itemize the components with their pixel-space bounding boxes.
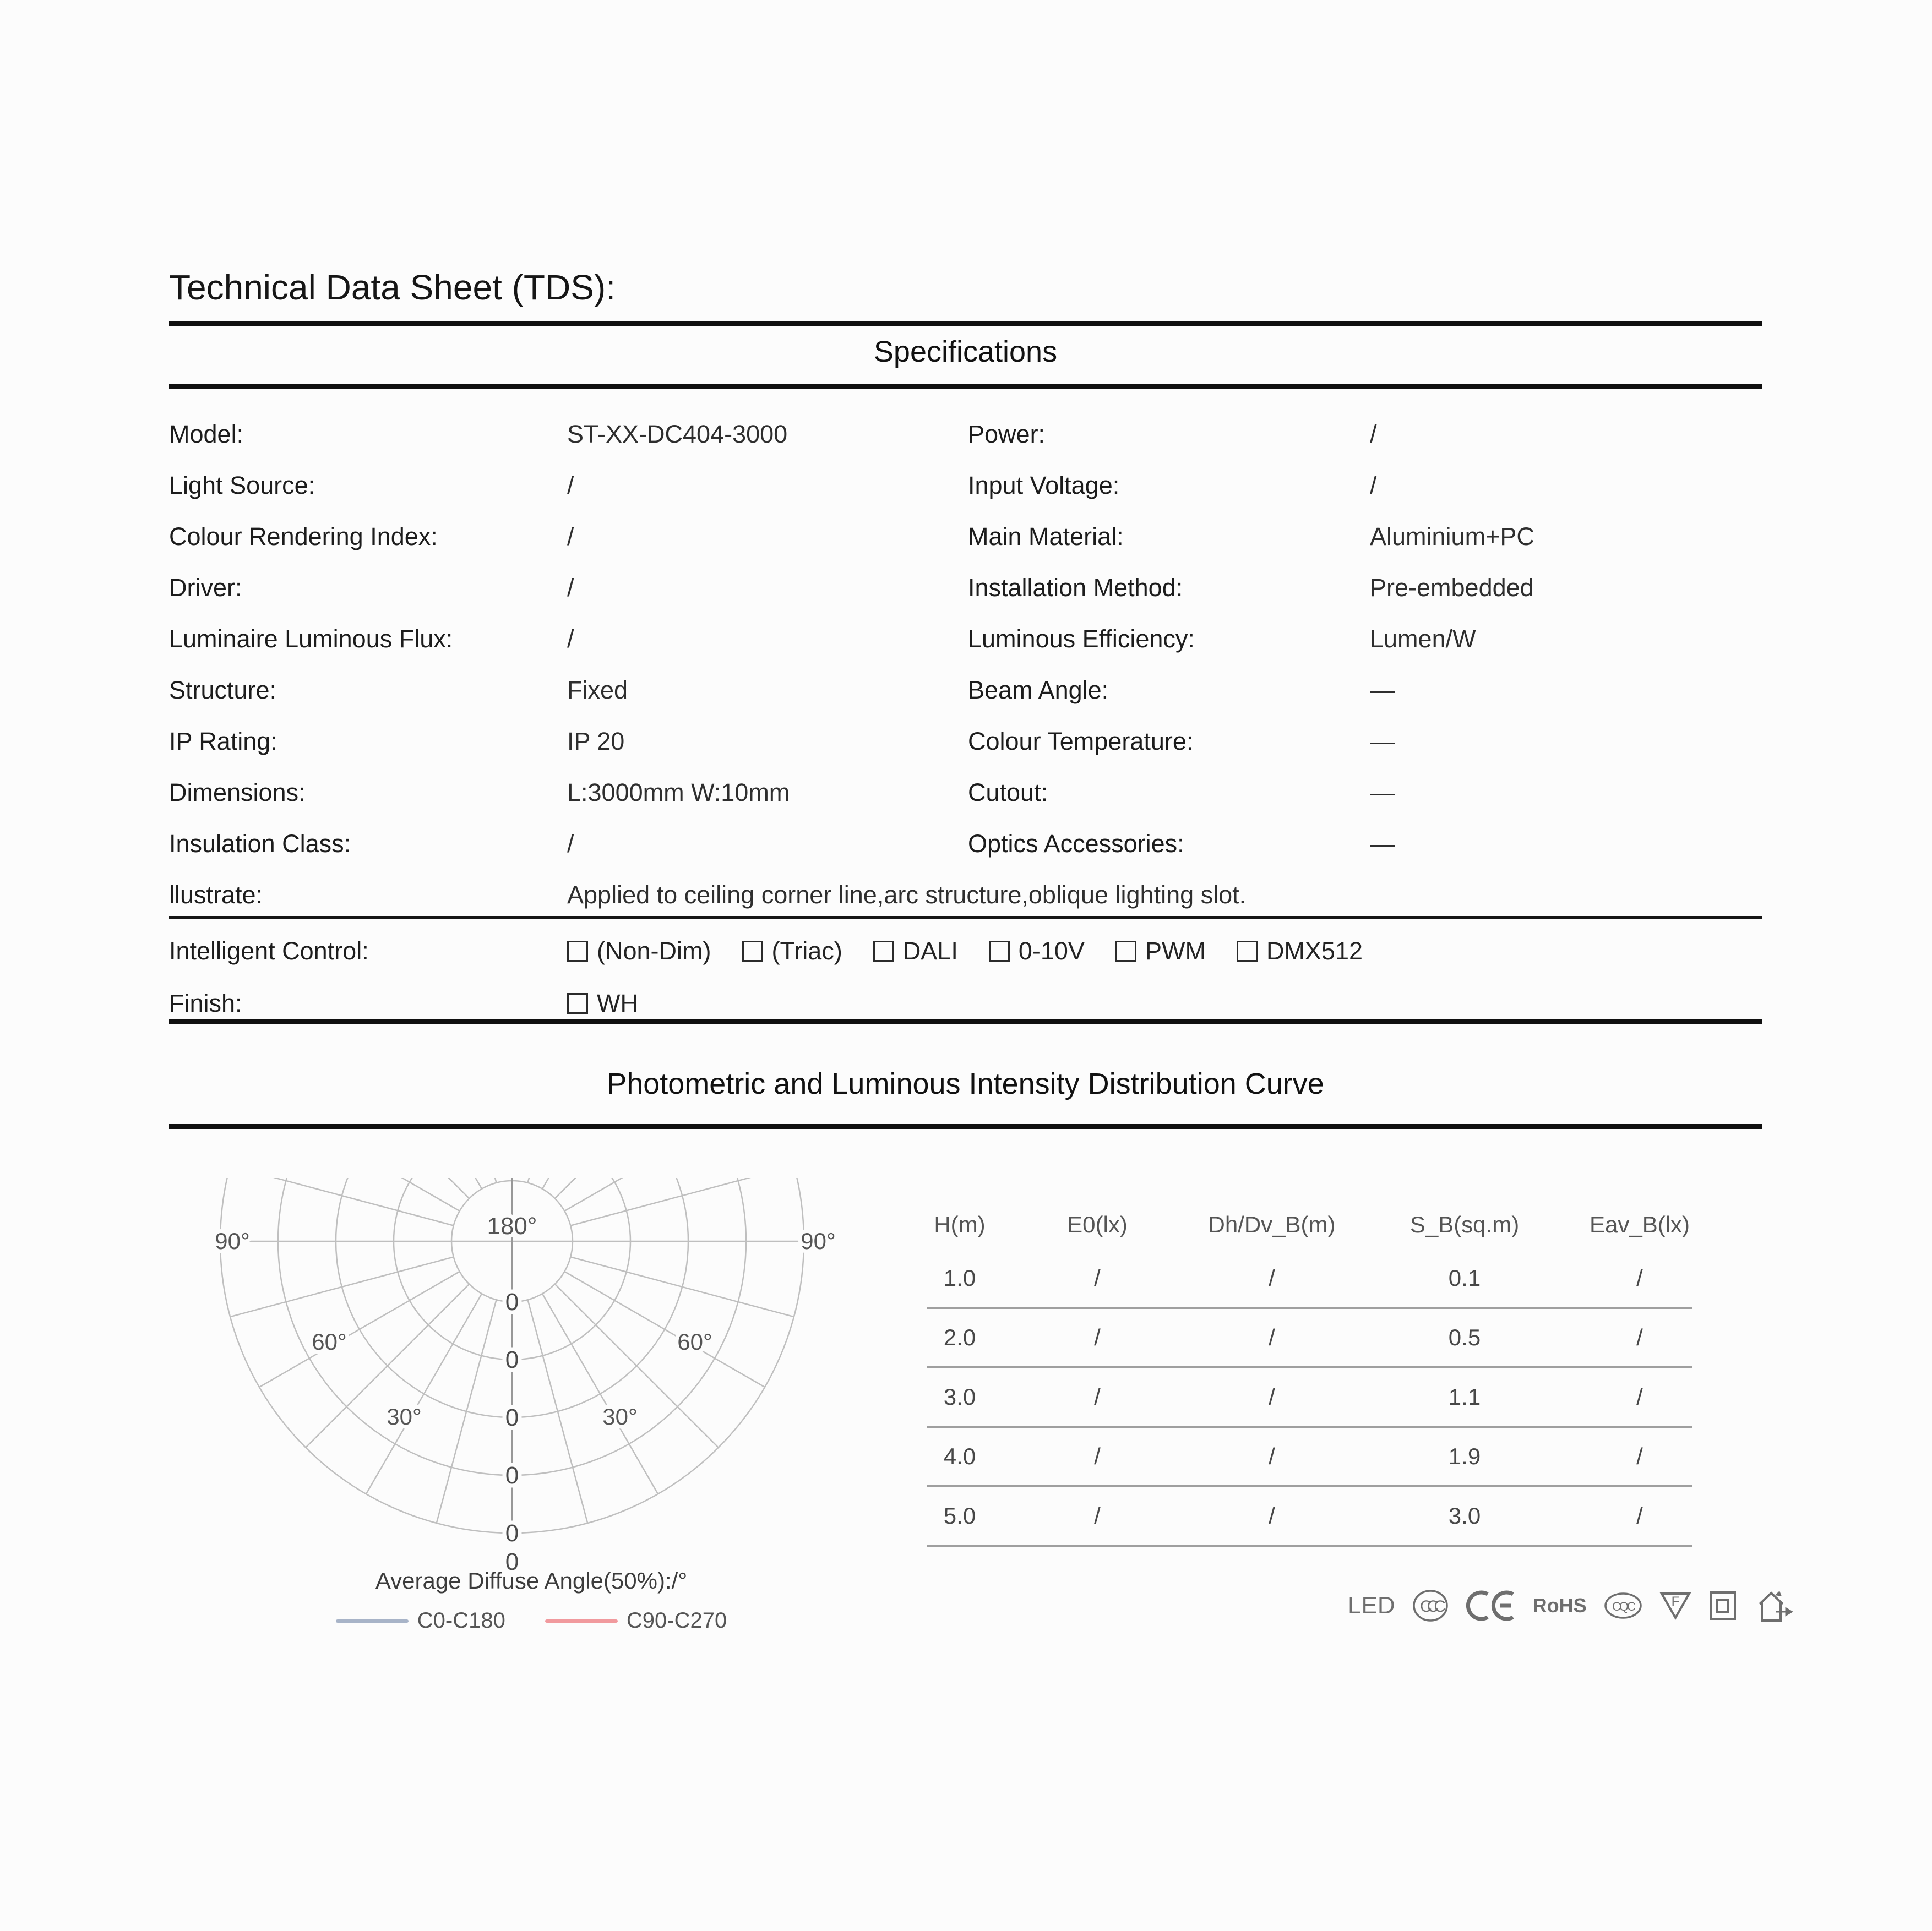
cell: 0.1 [1448,1265,1481,1291]
option-non-dim [567,937,711,966]
specifications-table [169,408,1762,920]
option-label: 0-10V [1018,936,1085,965]
spec-value: / [567,522,574,550]
option-label: (Triac) [771,936,842,965]
rohs-label: RoHS [1532,1594,1587,1617]
spec-label: Colour Rendering Index: [169,522,438,550]
cell: / [1269,1324,1275,1350]
angle-label-90-right: 90° [801,1228,836,1254]
option-label: PWM [1145,936,1206,965]
ce-icon [1466,1590,1516,1622]
ring-value-2: 0 [505,1346,519,1373]
chart-caption: Average Diffuse Angle(50%):/° [375,1568,688,1594]
spec-value: / [567,573,574,602]
spec-label: IP Rating: [169,727,277,755]
spec-value: / [567,829,574,858]
option-label: DALI [902,936,958,965]
table-row [927,1250,1692,1309]
checkbox-pwm[interactable] [1115,941,1136,962]
divider-top [169,321,1762,326]
spec-label: Colour Temperature: [968,727,1194,755]
cell: / [1636,1443,1643,1469]
spec-value: Aluminium+PC [1370,522,1534,550]
spec-value: / [567,624,574,653]
legend-line-c0-c180 [336,1619,409,1623]
option-label: DMX512 [1266,936,1363,965]
col-header-dhdv: Dh/Dv_B(m) [1208,1212,1336,1237]
spec-label: Dimensions: [169,778,306,806]
svg-text:CCC: CCC [1419,1597,1441,1616]
checkbox-dmx512[interactable] [1237,941,1258,962]
spec-value: IP 20 [567,727,625,755]
angle-label-60-left: 60° [312,1329,347,1355]
chart-legend [187,1608,875,1633]
cell: / [1636,1265,1643,1291]
cell: / [1094,1384,1101,1410]
class-ii-insulation-icon [1708,1589,1738,1622]
spec-label: Model: [169,419,244,448]
spec-value: L:3000mm W:10mm [567,778,790,806]
col-header-e0: E0(lx) [1067,1212,1128,1237]
ring-value-1: 0 [505,1289,519,1316]
cell: / [1636,1384,1643,1410]
cell: 5.0 [943,1503,976,1529]
spec-label: Main Material: [968,522,1124,550]
ring-value-5: 0 [505,1520,519,1547]
legend-line-c90-c270 [545,1619,618,1623]
cell: / [1094,1443,1101,1469]
cell: 1.9 [1448,1443,1481,1469]
spec-label: Input Voltage: [968,471,1120,499]
legend-label-c0-c180: C0-C180 [417,1608,505,1633]
angle-label-180: 180° [487,1213,537,1240]
ccc-icon [1412,1589,1449,1623]
photometric-table [927,1200,1692,1547]
spec-label: Luminous Efficiency: [968,624,1195,653]
divider-control [169,916,1762,919]
cell: 3.0 [943,1384,976,1410]
cell: / [1094,1265,1101,1291]
spec-label: llustrate: [169,880,263,909]
spec-label: Luminaire Luminous Flux: [169,624,453,653]
indoor-use-house-icon [1754,1588,1795,1624]
divider-photometric [169,1124,1762,1129]
ring-value-4: 0 [505,1462,519,1489]
cell: 1.0 [943,1265,976,1291]
led-label: LED [1348,1592,1395,1619]
option-wh [567,989,638,1018]
checkbox-dali[interactable] [873,941,894,962]
page-title: Technical Data Sheet (TDS): [169,268,616,307]
angle-label-30-left: 30° [387,1404,422,1430]
spec-label: Insulation Class: [169,829,351,858]
cell: 3.0 [1448,1503,1481,1529]
cell: 1.1 [1448,1384,1481,1410]
spec-value: — [1370,778,1395,806]
cell: / [1269,1443,1275,1469]
spec-value: ST-XX-DC404-3000 [567,419,788,448]
table-row [927,1428,1692,1487]
spec-value: — [1370,727,1395,755]
angle-label-60-right: 60° [677,1329,712,1355]
spec-value: / [1370,419,1377,448]
checkbox-non-dim[interactable] [567,941,588,962]
photometric-table-header [927,1200,1692,1250]
checkbox-triac[interactable] [742,941,763,962]
col-header-h: H(m) [934,1212,986,1237]
cell: / [1269,1265,1275,1291]
finish-label: Finish: [169,989,242,1017]
intelligent-control-options [567,925,1762,977]
option-label: WH [597,989,638,1017]
spec-value: Applied to ceiling corner line,arc structure,oblique lighting slot. [567,880,1247,909]
spec-value: — [1370,675,1395,704]
f-mark-triangle-icon [1659,1590,1691,1621]
angle-label-0: 0 [505,1548,519,1575]
cell: 4.0 [943,1443,976,1469]
spec-label: Optics Accessories: [968,829,1184,858]
spec-label: Installation Method: [968,573,1183,602]
cell: / [1269,1384,1275,1410]
legend-label-c90-c270: C90-C270 [626,1608,727,1633]
spec-label: Structure: [169,675,277,704]
spec-value: / [1370,471,1377,499]
control-rows [169,925,1762,1029]
table-row [927,1487,1692,1547]
angle-label-90-left: 90° [215,1228,250,1254]
specifications-heading: Specifications [873,335,1058,368]
option-triac [742,937,842,966]
ring-value-3: 0 [505,1404,519,1431]
spec-label: Cutout: [968,778,1048,806]
photometric-polar-chart [187,1178,848,1596]
intelligent-control-label: Intelligent Control: [169,936,369,965]
svg-text:CQC: CQC [1612,1600,1634,1613]
cell: 2.0 [943,1324,976,1350]
spec-label: Power: [968,419,1046,448]
option-pwm [1115,937,1206,966]
checkbox-0-10v[interactable] [989,941,1010,962]
cell: / [1094,1503,1101,1529]
checkbox-wh[interactable] [567,993,588,1014]
option-dali [873,937,958,966]
col-header-eav: Eav_B(lx) [1589,1212,1690,1237]
spec-label: Beam Angle: [968,675,1109,704]
cqc-icon [1603,1591,1643,1620]
table-row [927,1309,1692,1368]
photometric-heading: Photometric and Luminous Intensity Distribution Curve [607,1067,1324,1100]
spec-value: — [1370,829,1395,858]
option-label: (Non-Dim) [597,936,711,965]
cell: / [1269,1503,1275,1529]
cell: / [1636,1503,1643,1529]
col-header-sb: S_B(sq.m) [1409,1212,1520,1237]
certification-icons [1348,1588,1795,1624]
spec-label: Light Source: [169,471,315,499]
spec-value: Lumen/W [1370,624,1476,653]
cell: / [1094,1324,1101,1350]
spec-value: / [567,471,574,499]
angle-label-30-right: 30° [602,1404,638,1430]
option-0-10v [989,937,1085,966]
table-row [927,1368,1692,1428]
option-dmx512 [1237,937,1363,966]
divider-specifications [169,384,1762,389]
spec-value: Fixed [567,675,628,704]
svg-text:F: F [1671,1594,1679,1609]
divider-spec-bottom [169,1019,1762,1024]
spec-value: Pre-embedded [1370,573,1534,602]
spec-label: Driver: [169,573,242,602]
cell: 0.5 [1448,1324,1481,1350]
cell: / [1636,1324,1643,1350]
